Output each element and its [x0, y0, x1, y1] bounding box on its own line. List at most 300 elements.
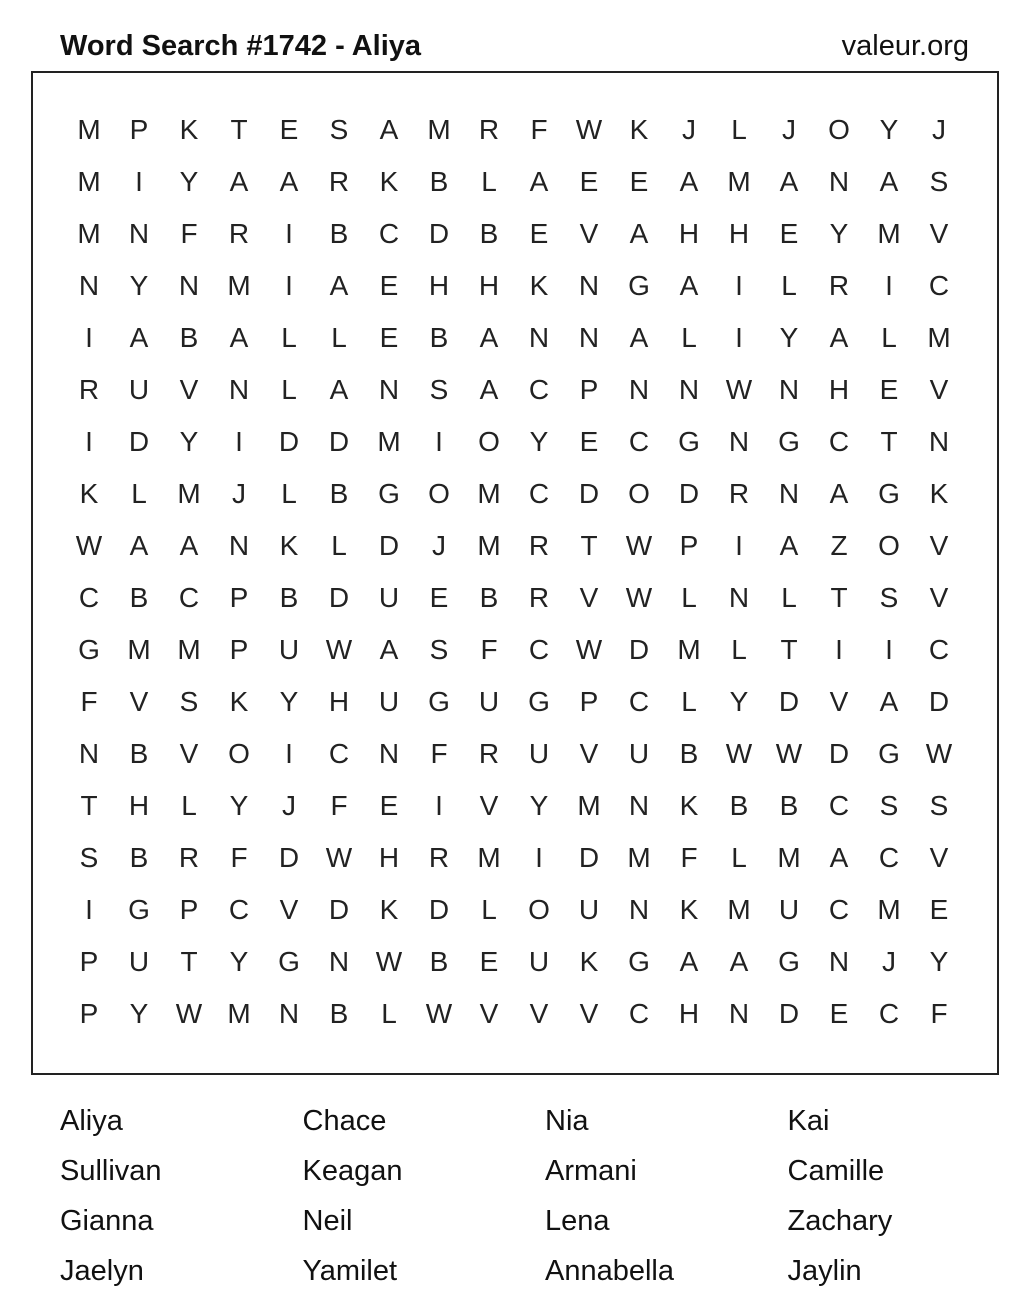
grid-letter: N [728, 998, 750, 1029]
grid-letter: W [175, 998, 203, 1029]
grid-letter: T [80, 790, 98, 821]
grid-letter: A [779, 530, 799, 561]
grid-letter: L [681, 686, 697, 717]
grid-letter: R [728, 478, 750, 509]
grid-letter: R [328, 166, 350, 197]
grid-letter: B [129, 738, 149, 769]
grid-letter: W [625, 582, 653, 613]
grid-letter: F [180, 218, 198, 249]
grid-letter: N [578, 270, 600, 301]
grid-letter: D [628, 634, 650, 665]
grid-letter: G [878, 738, 900, 769]
grid-letter: S [429, 374, 449, 405]
grid-letter: O [428, 478, 450, 509]
grid-letter: T [230, 114, 248, 145]
letter-grid [64, 108, 964, 1044]
grid-letter: I [135, 166, 143, 197]
grid-letter: D [678, 478, 700, 509]
grid-letter: V [179, 738, 199, 769]
grid-letter: E [579, 166, 599, 197]
grid-letter: R [78, 374, 100, 405]
grid-letter: B [429, 166, 449, 197]
grid-letter: V [279, 894, 299, 925]
grid-letter: N [628, 374, 650, 405]
grid-letter: A [479, 322, 499, 353]
grid-letter: A [379, 634, 399, 665]
grid-letter: H [678, 218, 700, 249]
grid-letter: A [829, 842, 849, 873]
grid-letter: R [478, 738, 500, 769]
word-list [60, 1100, 1030, 1300]
grid-letter: R [428, 842, 450, 873]
grid-letter: N [328, 946, 350, 977]
grid-letter: I [285, 270, 293, 301]
grid-letter: D [128, 426, 150, 457]
grid-letter: V [929, 218, 949, 249]
grid-letter: M [127, 634, 151, 665]
grid-letter: M [77, 114, 101, 145]
word-list-item: Camille [787, 1155, 885, 1187]
grid-letter: Y [129, 270, 149, 301]
grid-letter: A [479, 374, 499, 405]
grid-letter: B [679, 738, 699, 769]
grid-letter: F [230, 842, 248, 873]
grid-letter: A [629, 322, 649, 353]
grid-letter: H [728, 218, 750, 249]
grid-letter: G [428, 686, 450, 717]
grid-letter: V [829, 686, 849, 717]
grid-letter: M [777, 842, 801, 873]
word-list-item: Keagan [302, 1155, 403, 1187]
grid-letter: M [877, 894, 901, 925]
grid-letter: Y [529, 790, 549, 821]
grid-letter: A [679, 270, 699, 301]
grid-letter: G [778, 426, 800, 457]
grid-letter: M [227, 998, 251, 1029]
grid-letter: Y [129, 998, 149, 1029]
grid-letter: V [579, 998, 599, 1029]
grid-letter: M [577, 790, 601, 821]
grid-letter: K [629, 114, 649, 145]
grid-letter: R [828, 270, 850, 301]
grid-letter: M [177, 634, 201, 665]
grid-letter: J [432, 530, 446, 561]
grid-letter: C [528, 634, 550, 665]
grid-letter: R [528, 582, 550, 613]
grid-letter: P [229, 634, 249, 665]
grid-letter: A [229, 166, 249, 197]
grid-letter: O [478, 426, 500, 457]
grid-letter: L [731, 842, 747, 873]
grid-letter: F [530, 114, 548, 145]
grid-letter: J [282, 790, 296, 821]
grid-letter: C [628, 998, 650, 1029]
grid-letter: E [529, 218, 549, 249]
grid-letter: B [329, 218, 349, 249]
grid-letter: L [381, 998, 397, 1029]
grid-letter: W [325, 634, 353, 665]
grid-letter: E [429, 582, 449, 613]
grid-letter: D [578, 842, 600, 873]
grid-letter: F [930, 998, 948, 1029]
grid-letter: I [85, 426, 93, 457]
grid-letter: I [285, 738, 293, 769]
grid-letter: M [477, 530, 501, 561]
grid-letter: D [428, 218, 450, 249]
grid-letter: C [628, 426, 650, 457]
grid-letter: E [379, 270, 399, 301]
grid-letter: N [628, 894, 650, 925]
grid-letter: L [781, 582, 797, 613]
grid-letter: S [929, 790, 949, 821]
grid-letter: Y [929, 946, 949, 977]
grid-letter: K [379, 166, 399, 197]
word-list-item: Jaelyn [60, 1255, 144, 1287]
grid-letter: N [128, 218, 150, 249]
grid-letter: Y [179, 166, 199, 197]
grid-letter: F [430, 738, 448, 769]
grid-letter: D [328, 582, 350, 613]
grid-letter: S [179, 686, 199, 717]
grid-letter: D [378, 530, 400, 561]
grid-letter: U [378, 686, 400, 717]
grid-letter: Y [779, 322, 799, 353]
grid-letter: U [528, 946, 550, 977]
grid-letter: L [731, 634, 747, 665]
grid-letter: R [478, 114, 500, 145]
grid-letter: M [877, 218, 901, 249]
grid-letter: I [85, 894, 93, 925]
grid-letter: C [828, 790, 850, 821]
grid-letter: F [480, 634, 498, 665]
word-list-item: Sullivan [60, 1155, 162, 1187]
grid-letter: M [627, 842, 651, 873]
grid-letter: S [879, 582, 899, 613]
grid-letter: G [628, 270, 650, 301]
grid-letter: P [679, 530, 699, 561]
grid-letter: D [778, 998, 800, 1029]
grid-letter: H [828, 374, 850, 405]
grid-letter: K [179, 114, 199, 145]
grid-letter: I [235, 426, 243, 457]
grid-letter: V [129, 686, 149, 717]
grid-letter: E [479, 946, 499, 977]
grid-letter: V [929, 582, 949, 613]
grid-letter: I [885, 634, 893, 665]
grid-letter: U [478, 686, 500, 717]
grid-letter: T [830, 582, 848, 613]
grid-letter: M [77, 218, 101, 249]
grid-letter: N [78, 738, 100, 769]
grid-letter: A [329, 374, 349, 405]
grid-letter: M [727, 894, 751, 925]
word-list-item: Jaylin [787, 1255, 862, 1287]
grid-letter: P [579, 686, 599, 717]
grid-letter: B [129, 842, 149, 873]
grid-letter: N [278, 998, 300, 1029]
grid-letter: I [285, 218, 293, 249]
grid-letter: V [929, 374, 949, 405]
grid-letter: P [179, 894, 199, 925]
grid-letter: S [79, 842, 99, 873]
grid-letter: O [828, 114, 850, 145]
grid-letter: A [829, 478, 849, 509]
word-list-item: Gianna [60, 1205, 154, 1237]
grid-letter: I [435, 426, 443, 457]
grid-letter: A [729, 946, 749, 977]
grid-letter: H [678, 998, 700, 1029]
grid-letter: E [879, 374, 899, 405]
grid-letter: D [828, 738, 850, 769]
grid-letter: R [228, 218, 250, 249]
grid-letter: N [828, 946, 850, 977]
grid-letter: V [929, 530, 949, 561]
grid-letter: H [478, 270, 500, 301]
grid-letter: I [735, 530, 743, 561]
grid-letter: W [725, 374, 753, 405]
word-list-item: Nia [545, 1105, 589, 1137]
word-list-item: Armani [545, 1155, 637, 1187]
grid-letter: V [479, 790, 499, 821]
grid-letter: N [928, 426, 950, 457]
grid-letter: K [279, 530, 299, 561]
grid-letter: K [79, 478, 99, 509]
grid-letter: D [328, 426, 350, 457]
grid-letter: P [79, 946, 99, 977]
grid-letter: W [375, 946, 403, 977]
grid-letter: L [281, 478, 297, 509]
grid-letter: C [78, 582, 100, 613]
grid-letter: J [782, 114, 796, 145]
grid-letter: K [229, 686, 249, 717]
grid-letter: T [180, 946, 198, 977]
grid-letter: Y [279, 686, 299, 717]
grid-letter: H [428, 270, 450, 301]
grid-letter: C [878, 842, 900, 873]
grid-letter: L [781, 270, 797, 301]
grid-letter: A [329, 270, 349, 301]
grid-letter: U [578, 894, 600, 925]
grid-letter: K [679, 790, 699, 821]
grid-letter: N [728, 426, 750, 457]
grid-letter: A [129, 322, 149, 353]
grid-letter: L [681, 582, 697, 613]
grid-letter: U [628, 738, 650, 769]
grid-letter: M [427, 114, 451, 145]
grid-letter: N [78, 270, 100, 301]
grid-letter: D [578, 478, 600, 509]
grid-letter: V [929, 842, 949, 873]
word-list-item: Yamilet [302, 1255, 398, 1287]
grid-letter: O [528, 894, 550, 925]
grid-letter: S [929, 166, 949, 197]
grid-letter: O [228, 738, 250, 769]
grid-letter: A [229, 322, 249, 353]
grid-letter: A [879, 166, 899, 197]
grid-letter: D [928, 686, 950, 717]
grid-letter: C [528, 478, 550, 509]
grid-letter: S [329, 114, 349, 145]
grid-letter: A [529, 166, 549, 197]
grid-letter: N [378, 738, 400, 769]
grid-letter: V [179, 374, 199, 405]
grid-letter: N [628, 790, 650, 821]
grid-letter: A [629, 218, 649, 249]
grid-letter: Y [179, 426, 199, 457]
grid-letter: W [925, 738, 953, 769]
grid-letter: I [735, 270, 743, 301]
grid-letter: N [778, 478, 800, 509]
grid-letter: G [778, 946, 800, 977]
grid-letter: C [878, 998, 900, 1029]
grid-letter: A [379, 114, 399, 145]
grid-letter: G [528, 686, 550, 717]
grid-letter: M [927, 322, 951, 353]
grid-letter: O [878, 530, 900, 561]
grid-letter: C [928, 270, 950, 301]
grid-letter: J [932, 114, 946, 145]
grid-letter: C [378, 218, 400, 249]
grid-letter: N [378, 374, 400, 405]
grid-letter: U [128, 374, 150, 405]
grid-letter: D [278, 842, 300, 873]
grid-letter: P [579, 374, 599, 405]
grid-letter: D [428, 894, 450, 925]
grid-letter: I [535, 842, 543, 873]
grid-letter: C [828, 426, 850, 457]
grid-letter: K [929, 478, 949, 509]
grid-letter: D [278, 426, 300, 457]
word-list-item: Lena [545, 1205, 610, 1237]
grid-letter: M [227, 270, 251, 301]
grid-letter: C [228, 894, 250, 925]
grid-letter: B [279, 582, 299, 613]
grid-letter: S [879, 790, 899, 821]
grid-letter: K [579, 946, 599, 977]
grid-letter: T [780, 634, 798, 665]
grid-letter: L [281, 322, 297, 353]
grid-letter: U [778, 894, 800, 925]
word-list-item: Annabella [545, 1255, 674, 1287]
grid-letter: Y [529, 426, 549, 457]
grid-letter: L [481, 894, 497, 925]
grid-letter: L [481, 166, 497, 197]
grid-letter: C [628, 686, 650, 717]
grid-letter: W [425, 998, 453, 1029]
grid-letter: L [881, 322, 897, 353]
word-list-item: Zachary [787, 1205, 893, 1237]
grid-letter: A [129, 530, 149, 561]
grid-letter: G [78, 634, 100, 665]
grid-letter: H [328, 686, 350, 717]
grid-letter: N [228, 530, 250, 561]
grid-letter: G [628, 946, 650, 977]
grid-letter: N [578, 322, 600, 353]
grid-letter: D [778, 686, 800, 717]
grid-letter: C [928, 634, 950, 665]
grid-letter: M [377, 426, 401, 457]
grid-letter: P [79, 998, 99, 1029]
grid-letter: J [232, 478, 246, 509]
grid-letter: B [779, 790, 799, 821]
grid-letter: L [681, 322, 697, 353]
grid-letter: L [281, 374, 297, 405]
grid-letter: V [579, 582, 599, 613]
grid-letter: F [330, 790, 348, 821]
grid-letter: Y [729, 686, 749, 717]
grid-letter: B [329, 998, 349, 1029]
grid-letter: W [725, 738, 753, 769]
grid-letter: I [735, 322, 743, 353]
grid-letter: I [85, 322, 93, 353]
grid-letter: K [379, 894, 399, 925]
grid-letter: A [779, 166, 799, 197]
grid-letter: I [435, 790, 443, 821]
puzzle-title: Word Search #1742 - Aliya [60, 30, 422, 62]
grid-letter: U [378, 582, 400, 613]
grid-letter: N [678, 374, 700, 405]
grid-letter: S [429, 634, 449, 665]
grid-letter: A [829, 322, 849, 353]
grid-letter: B [479, 218, 499, 249]
word-list-item: Aliya [60, 1105, 123, 1137]
grid-letter: E [579, 426, 599, 457]
grid-letter: E [779, 218, 799, 249]
grid-letter: A [279, 166, 299, 197]
grid-letter: G [678, 426, 700, 457]
grid-letter: T [880, 426, 898, 457]
grid-letter: H [128, 790, 150, 821]
grid-letter: N [778, 374, 800, 405]
grid-letter: L [181, 790, 197, 821]
grid-letter: A [179, 530, 199, 561]
site-name: valeur.org [841, 30, 969, 62]
grid-letter: N [228, 374, 250, 405]
grid-letter: N [728, 582, 750, 613]
grid-letter: N [528, 322, 550, 353]
grid-letter: C [528, 374, 550, 405]
grid-letter: L [731, 114, 747, 145]
grid-letter: Y [879, 114, 899, 145]
grid-letter: A [679, 166, 699, 197]
grid-letter: C [828, 894, 850, 925]
grid-letter: E [929, 894, 949, 925]
grid-letter: M [677, 634, 701, 665]
grid-letter: U [528, 738, 550, 769]
grid-letter: G [378, 478, 400, 509]
grid-letter: K [529, 270, 549, 301]
grid-letter: A [679, 946, 699, 977]
grid-letter: N [828, 166, 850, 197]
grid-letter: E [379, 322, 399, 353]
grid-letter: R [178, 842, 200, 873]
word-list-item: Kai [787, 1105, 830, 1137]
grid-letter: M [727, 166, 751, 197]
grid-letter: W [625, 530, 653, 561]
grid-letter: T [580, 530, 598, 561]
word-list-item: Chace [302, 1105, 387, 1137]
grid-letter: H [378, 842, 400, 873]
grid-letter: E [279, 114, 299, 145]
grid-letter: D [328, 894, 350, 925]
grid-letter: W [775, 738, 803, 769]
grid-letter: B [429, 322, 449, 353]
grid-letter: K [679, 894, 699, 925]
grid-letter: L [331, 530, 347, 561]
grid-letter: G [878, 478, 900, 509]
grid-letter: G [128, 894, 150, 925]
grid-letter: E [379, 790, 399, 821]
